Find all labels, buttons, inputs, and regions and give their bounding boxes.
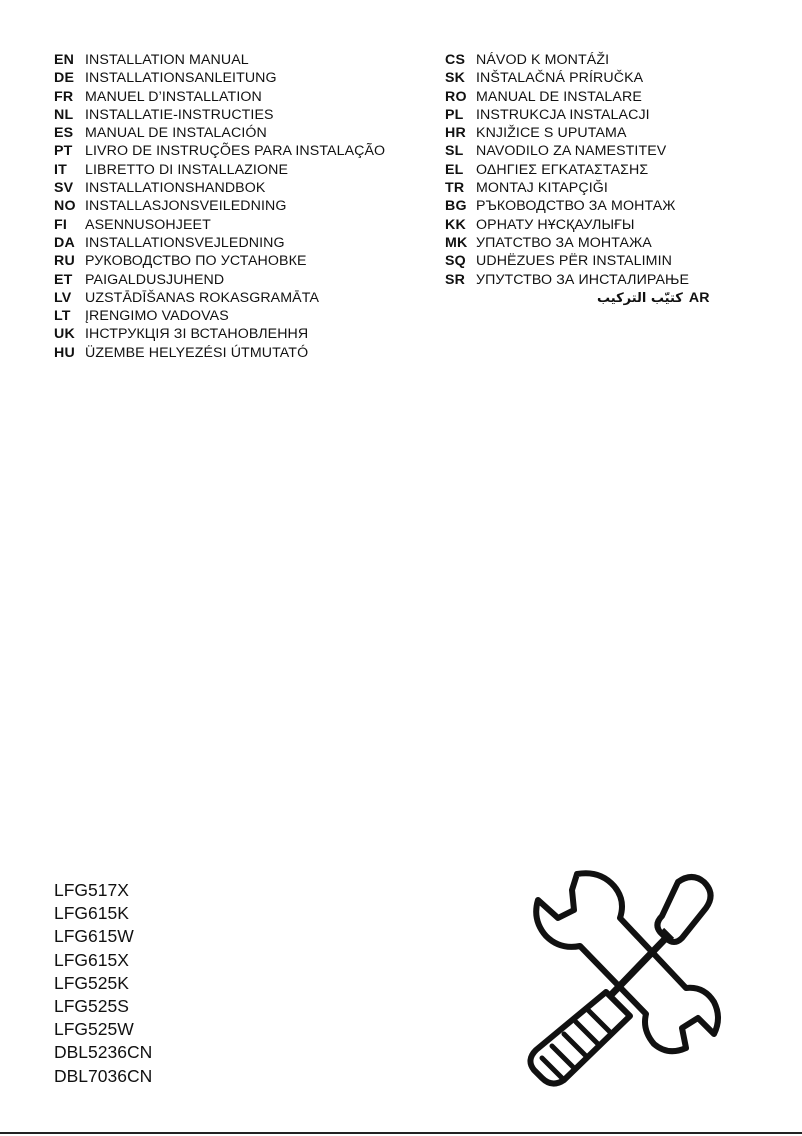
language-title: РЪКОВОДСТВО ЗА МОНТАЖ	[476, 198, 676, 215]
language-title: MANUAL DE INSTALACIÓN	[85, 125, 267, 142]
language-title: INSTALLATIE-INSTRUCTIES	[85, 106, 274, 123]
language-title: UDHËZUES PËR INSTALIMIN	[476, 253, 672, 270]
language-row	[445, 106, 765, 124]
language-row	[54, 161, 434, 179]
model-number: LFG525K	[54, 972, 129, 993]
language-title: ASENNUSOHJEET	[85, 216, 211, 233]
language-code: ES	[54, 125, 74, 142]
language-row	[445, 69, 765, 87]
language-code: BG	[445, 198, 467, 215]
model-number: LFG615K	[54, 903, 129, 924]
language-row	[445, 51, 765, 69]
language-row	[54, 124, 434, 142]
language-code: NL	[54, 106, 74, 123]
language-title: ІНСТРУКЦІЯ ЗІ ВСТАНОВЛЕННЯ	[85, 326, 309, 343]
language-code: FI	[54, 216, 68, 233]
language-row	[54, 289, 434, 307]
language-code: DA	[54, 234, 75, 251]
language-code: IT	[54, 161, 68, 178]
language-code: LV	[54, 289, 72, 306]
language-row	[54, 252, 434, 270]
model-number: LFG615W	[54, 926, 134, 947]
language-title: INSTALLASJONSVEILEDNING	[85, 198, 287, 215]
bottom-divider	[0, 1132, 802, 1134]
language-row	[445, 271, 765, 289]
language-row	[445, 252, 765, 270]
language-row	[445, 142, 765, 160]
model-list	[54, 879, 152, 1088]
language-code: SL	[445, 143, 464, 160]
language-row	[54, 88, 434, 106]
language-code: KK	[445, 216, 466, 233]
language-code: NO	[54, 198, 76, 215]
language-code: UK	[54, 326, 75, 343]
language-title: UZSTĀDĪŠANAS ROKASGRAMĀTA	[85, 289, 320, 306]
language-row	[54, 234, 434, 252]
language-code: HU	[54, 344, 75, 361]
language-title: NÁVOD K MONTÁŽI	[476, 52, 610, 68]
language-row	[54, 325, 434, 343]
language-title: INSTALLATIONSVEJLEDNING	[85, 234, 285, 251]
model-number: LFG615X	[54, 949, 129, 970]
wrench-screwdriver-icon	[522, 868, 722, 1090]
language-title: MANUAL DE INSTALARE	[476, 88, 642, 105]
model-number: LFG525S	[54, 995, 129, 1016]
language-row	[54, 197, 434, 215]
language-row	[445, 179, 765, 197]
language-title: كتيّب التركيب	[597, 290, 683, 306]
language-row	[54, 307, 434, 325]
language-code: CS	[445, 52, 466, 68]
language-code: SQ	[445, 253, 466, 270]
language-title: РУКОВОДСТВО ПО УСТАНОВКЕ	[85, 253, 307, 270]
language-code: HR	[445, 125, 466, 142]
language-row	[445, 161, 765, 179]
language-code: RO	[445, 88, 467, 105]
language-title: ÜZEMBE HELYEZÉSI ÚTMUTATÓ	[85, 344, 309, 361]
language-row	[54, 106, 434, 124]
language-row	[54, 179, 434, 197]
language-title: ΟΔΗΓΙΕΣ ΕΓΚΑΤΑΣΤΑΣΗΣ	[476, 161, 649, 178]
language-code: PT	[54, 143, 73, 160]
language-code: TR	[445, 180, 465, 197]
language-code: MK	[445, 234, 468, 251]
language-title: MANUEL D’INSTALLATION	[85, 88, 262, 105]
language-code: EL	[445, 161, 464, 178]
language-title: INSTALLATIONSANLEITUNG	[85, 70, 277, 87]
language-code: PL	[445, 106, 464, 123]
language-row	[54, 51, 434, 69]
model-number: LFG525W	[54, 1019, 134, 1040]
language-list-right	[445, 51, 765, 307]
model-number: DBL5236CN	[54, 1042, 153, 1063]
language-title: INSTRUKCJA INSTALACJI	[476, 106, 650, 123]
language-code: EN	[54, 52, 75, 68]
language-title: NAVODILO ZA NAMESTITEV	[476, 143, 667, 160]
language-code: FR	[54, 88, 74, 105]
language-code: DE	[54, 70, 75, 87]
language-title: УПУТСТВО ЗА ИНСТАЛИРАЊЕ	[476, 271, 690, 288]
language-code: AR	[688, 289, 710, 306]
language-list-left	[54, 51, 434, 362]
language-title: INSTALLATIONSHANDBOK	[85, 180, 266, 197]
language-row	[54, 142, 434, 160]
language-title: INSTALLATION MANUAL	[85, 52, 249, 68]
language-title: LIBRETTO DI INSTALLAZIONE	[85, 161, 289, 178]
language-title: MONTAJ KITAPÇIĞI	[476, 180, 608, 197]
language-code: SR	[445, 271, 466, 288]
language-row	[54, 69, 434, 87]
language-row	[445, 197, 765, 215]
language-title: PAIGALDUSJUHEND	[85, 271, 225, 288]
language-title: KNJIŽICE S UPUTAMA	[476, 125, 627, 142]
language-title: LIVRO DE INSTRUÇÕES PARA INSTALAÇÃO	[85, 143, 386, 160]
language-code: ET	[54, 271, 73, 288]
language-code: LT	[54, 308, 71, 325]
language-code: RU	[54, 253, 75, 270]
language-code: SV	[54, 180, 74, 197]
language-title: INŠTALAČNÁ PRÍRUČKA	[476, 70, 644, 87]
language-row	[54, 271, 434, 289]
model-number: LFG517X	[54, 880, 129, 900]
language-title: ĮRENGIMO VADOVAS	[85, 308, 229, 325]
language-row	[54, 344, 434, 362]
language-row	[445, 216, 765, 234]
language-row	[54, 216, 434, 234]
language-title: ОРНАТУ НҰСҚАУЛЫҒЫ	[476, 216, 635, 233]
language-row	[445, 88, 765, 106]
language-row	[445, 289, 765, 307]
language-row	[445, 234, 765, 252]
language-row	[445, 124, 765, 142]
language-code: SK	[445, 70, 466, 87]
language-title: УПАТСТВО ЗА МОНТАЖА	[476, 234, 652, 251]
model-number: DBL7036CN	[54, 1065, 153, 1086]
